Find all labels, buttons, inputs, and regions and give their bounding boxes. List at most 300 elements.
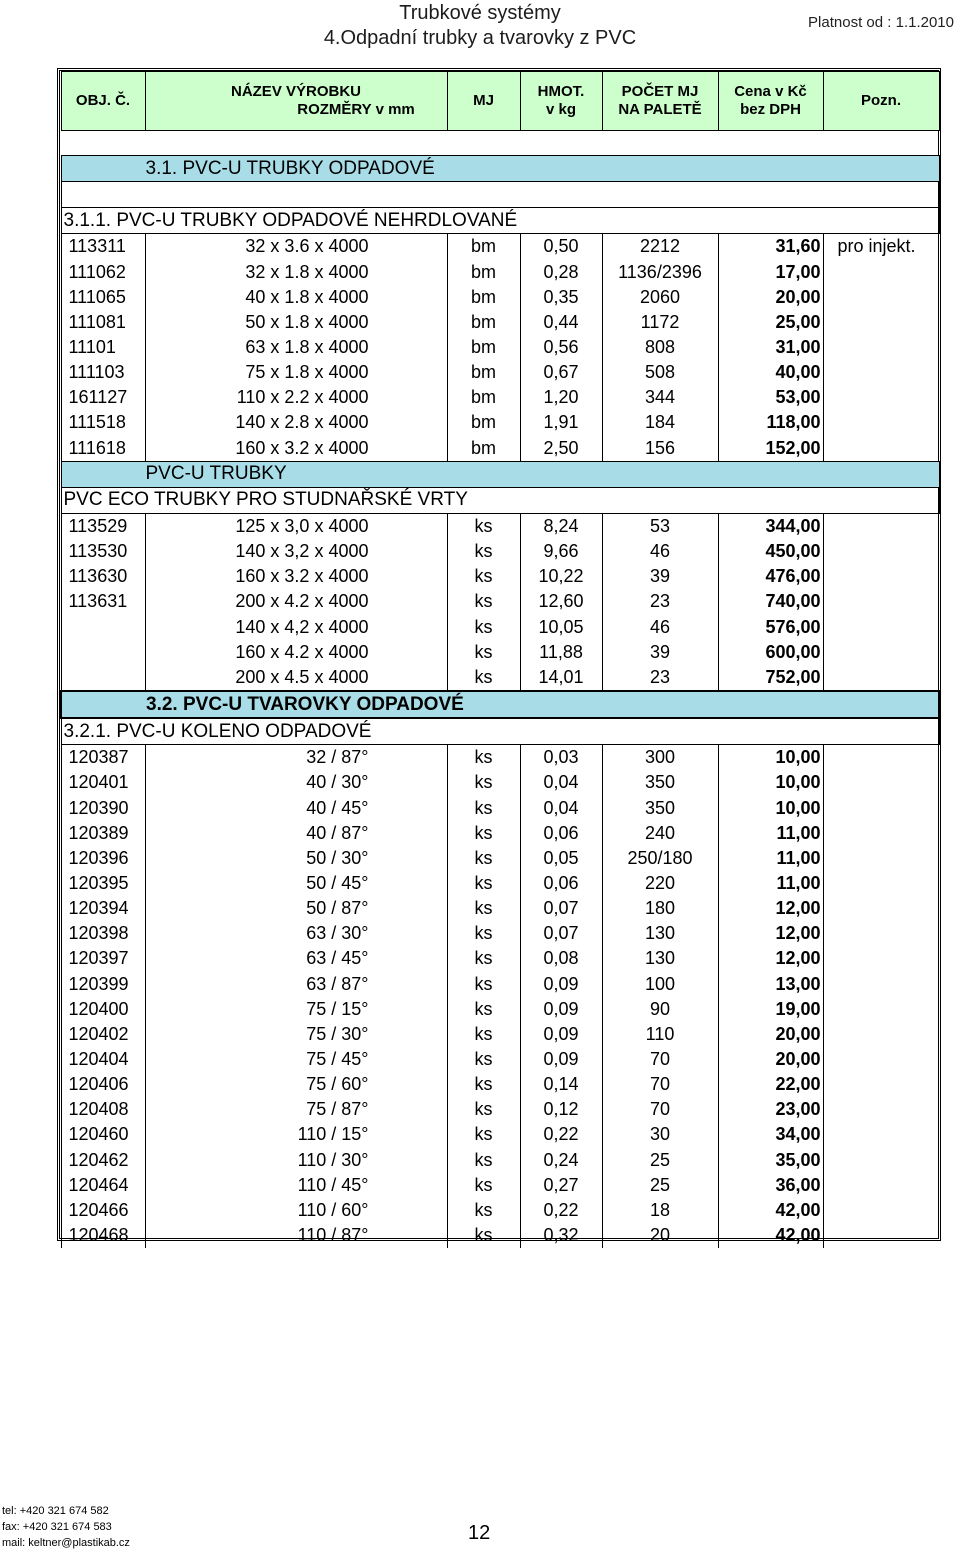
cell-price: 42,00 [718, 1223, 823, 1248]
cell-size: 110 / 15° [145, 1122, 447, 1147]
table-row [61, 921, 939, 946]
table-row [61, 615, 939, 640]
cell-pallet: 30 [602, 1122, 718, 1147]
cell-size: 140 x 2.8 x 4000 [145, 410, 447, 435]
cell-price: 11,00 [718, 821, 823, 846]
cell-price: 12,00 [718, 921, 823, 946]
cell-weight: 1,20 [520, 385, 602, 410]
cell-code: 113530 [61, 539, 145, 564]
cell-code: 120395 [61, 871, 145, 896]
cell-code [61, 640, 145, 665]
cell-weight: 0,04 [520, 796, 602, 821]
cell-code: 113630 [61, 564, 145, 589]
cell-mj: ks [447, 1072, 520, 1097]
table-row [61, 946, 939, 971]
cell-size: 110 x 2.2 x 4000 [145, 385, 447, 410]
cell-price: 20,00 [718, 285, 823, 310]
cell-note [823, 796, 939, 821]
cell-code: 161127 [61, 385, 145, 410]
cell-weight: 0,28 [520, 260, 602, 285]
cell-size: 40 / 87° [145, 821, 447, 846]
cell-pallet: 1136/2396 [602, 260, 718, 285]
cell-size: 125 x 3,0 x 4000 [145, 513, 447, 539]
cell-pallet: 18 [602, 1198, 718, 1223]
col-name-l1: NÁZEV VÝROBKU [230, 83, 361, 100]
cell-weight: 1,91 [520, 410, 602, 435]
cell-weight: 0,24 [520, 1147, 602, 1172]
cell-weight: 0,07 [520, 921, 602, 946]
table-row [61, 972, 939, 997]
cell-size: 110 / 45° [145, 1173, 447, 1198]
cell-note [823, 310, 939, 335]
cell-code: 120408 [61, 1097, 145, 1122]
cell-size: 110 / 87° [145, 1223, 447, 1248]
cell-pallet: 20 [602, 1223, 718, 1248]
cell-code: 120398 [61, 921, 145, 946]
cell-note [823, 1047, 939, 1072]
cell-note [823, 589, 939, 614]
cell-mj: bm [447, 410, 520, 435]
cell-size: 32 / 87° [145, 745, 447, 771]
cell-pallet: 39 [602, 640, 718, 665]
cell-size: 75 / 60° [145, 1072, 447, 1097]
cell-note [823, 1097, 939, 1122]
cell-code: 120400 [61, 997, 145, 1022]
cell-size: 160 x 3.2 x 4000 [145, 564, 447, 589]
cell-code: 120396 [61, 846, 145, 871]
cell-pallet: 130 [602, 946, 718, 971]
cell-code [61, 615, 145, 640]
table-row [61, 665, 939, 691]
table-row [61, 260, 939, 285]
col-weight [520, 72, 602, 131]
cell-price: 20,00 [718, 1047, 823, 1072]
section-header: PVC-U TRUBKY [61, 461, 939, 487]
cell-mj: ks [447, 539, 520, 564]
table-row [61, 770, 939, 795]
table-row [61, 896, 939, 921]
cell-weight: 0,05 [520, 846, 602, 871]
cell-note [823, 665, 939, 691]
cell-weight: 0,14 [520, 1072, 602, 1097]
cell-weight: 0,44 [520, 310, 602, 335]
cell-note [823, 1198, 939, 1223]
cell-size: 110 / 30° [145, 1147, 447, 1172]
cell-code: 113311 [61, 234, 145, 260]
cell-weight: 0,27 [520, 1173, 602, 1198]
cell-size: 32 x 1.8 x 4000 [145, 260, 447, 285]
price-table [60, 71, 940, 1248]
col-note: Pozn. [823, 72, 939, 131]
cell-size: 140 x 3,2 x 4000 [145, 539, 447, 564]
footer-fax: fax: +420 321 674 583 [2, 1521, 112, 1533]
cell-size: 63 / 45° [145, 946, 447, 971]
cell-note [823, 260, 939, 285]
cell-price: 13,00 [718, 972, 823, 997]
cell-size: 75 / 30° [145, 1022, 447, 1047]
cell-note [823, 436, 939, 462]
table-row [61, 234, 939, 260]
cell-price: 17,00 [718, 260, 823, 285]
table-row [61, 997, 939, 1022]
cell-mj: bm [447, 385, 520, 410]
cell-price: 740,00 [718, 589, 823, 614]
cell-note [823, 335, 939, 360]
table-row [61, 436, 939, 462]
cell-size: 40 / 45° [145, 796, 447, 821]
cell-pallet: 250/180 [602, 846, 718, 871]
cell-weight: 0,09 [520, 997, 602, 1022]
cell-pallet: 130 [602, 921, 718, 946]
cell-mj: ks [447, 564, 520, 589]
cell-mj: ks [447, 1122, 520, 1147]
cell-code: 120460 [61, 1122, 145, 1147]
cell-size: 50 x 1.8 x 4000 [145, 310, 447, 335]
cell-price: 152,00 [718, 436, 823, 462]
cell-code: 120387 [61, 745, 145, 771]
cell-weight: 0,09 [520, 1022, 602, 1047]
cell-code: 111618 [61, 436, 145, 462]
cell-mj: ks [447, 589, 520, 614]
table-row [61, 1223, 939, 1248]
cell-weight: 0,32 [520, 1223, 602, 1248]
cell-weight: 0,09 [520, 972, 602, 997]
cell-size: 50 / 45° [145, 871, 447, 896]
cell-code: 111062 [61, 260, 145, 285]
table-row [61, 821, 939, 846]
cell-code: 120462 [61, 1147, 145, 1172]
col-weight-l1: HMOT. [537, 83, 585, 100]
cell-price: 22,00 [718, 1072, 823, 1097]
col-pallet [602, 72, 718, 131]
cell-weight: 0,67 [520, 360, 602, 385]
table-row [61, 1022, 939, 1047]
cell-note [823, 871, 939, 896]
cell-price: 476,00 [718, 564, 823, 589]
cell-price: 10,00 [718, 770, 823, 795]
cell-size: 75 / 45° [145, 1047, 447, 1072]
cell-note [823, 1223, 939, 1248]
cell-weight: 8,24 [520, 513, 602, 539]
cell-pallet: 344 [602, 385, 718, 410]
col-name-l2: ROZMĚRY v mm [297, 101, 415, 118]
spacer-row [61, 131, 939, 156]
cell-pallet: 23 [602, 665, 718, 691]
table-row [61, 1198, 939, 1223]
section-header: 3.2. PVC-U TVAROVKY ODPADOVÉ [61, 691, 939, 718]
cell-note [823, 846, 939, 871]
table-row [61, 539, 939, 564]
cell-size: 63 / 30° [145, 921, 447, 946]
cell-size: 50 / 30° [145, 846, 447, 871]
cell-note [823, 1122, 939, 1147]
cell-pallet: 70 [602, 1072, 718, 1097]
cell-pallet: 53 [602, 513, 718, 539]
doc-title: Trubkové systémy [399, 2, 561, 24]
cell-price: 42,00 [718, 1198, 823, 1223]
cell-code: 111081 [61, 310, 145, 335]
cell-mj: bm [447, 436, 520, 462]
col-price [718, 72, 823, 131]
cell-note [823, 896, 939, 921]
col-price-l2: bez DPH [740, 101, 801, 118]
col-price-l1: Cena v Kč [734, 83, 807, 100]
cell-size: 32 x 3.6 x 4000 [145, 234, 447, 260]
table-row [61, 745, 939, 771]
cell-price: 11,00 [718, 871, 823, 896]
col-name [145, 72, 447, 131]
cell-mj: bm [447, 360, 520, 385]
cell-mj: ks [447, 1022, 520, 1047]
cell-pallet: 110 [602, 1022, 718, 1047]
cell-weight: 0,56 [520, 335, 602, 360]
cell-mj: ks [447, 921, 520, 946]
cell-pallet: 70 [602, 1047, 718, 1072]
table-row [61, 385, 939, 410]
table-row [61, 1147, 939, 1172]
cell-note [823, 946, 939, 971]
cell-pallet: 39 [602, 564, 718, 589]
cell-code: 111065 [61, 285, 145, 310]
cell-note [823, 640, 939, 665]
cell-pallet: 180 [602, 896, 718, 921]
subsection-header: 3.1.1. PVC-U TRUBKY ODPADOVÉ NEHRDLOVANÉ [61, 208, 939, 234]
cell-mj: ks [447, 513, 520, 539]
cell-weight: 0,09 [520, 1047, 602, 1072]
cell-price: 600,00 [718, 640, 823, 665]
cell-mj: ks [447, 972, 520, 997]
cell-mj: ks [447, 1047, 520, 1072]
col-code: OBJ. Č. [61, 72, 145, 131]
table-row [61, 846, 939, 871]
cell-note [823, 1147, 939, 1172]
cell-note [823, 972, 939, 997]
cell-price: 450,00 [718, 539, 823, 564]
cell-weight: 0,22 [520, 1122, 602, 1147]
cell-code: 120468 [61, 1223, 145, 1248]
cell-code: 113631 [61, 589, 145, 614]
cell-size: 200 x 4.5 x 4000 [145, 665, 447, 691]
cell-pallet: 350 [602, 796, 718, 821]
cell-mj: bm [447, 234, 520, 260]
cell-size: 75 / 87° [145, 1097, 447, 1122]
subsection-header: PVC ECO TRUBKY PRO STUDNAŘSKÉ VRTY [61, 487, 939, 513]
cell-weight: 14,01 [520, 665, 602, 691]
cell-weight: 0,07 [520, 896, 602, 921]
table-row [61, 513, 939, 539]
cell-note [823, 745, 939, 771]
cell-mj: bm [447, 285, 520, 310]
cell-mj: ks [447, 1147, 520, 1172]
cell-code: 11101 [61, 335, 145, 360]
cell-price: 34,00 [718, 1122, 823, 1147]
table-row [61, 796, 939, 821]
footer-contact [2, 1503, 130, 1551]
cell-note [823, 821, 939, 846]
cell-size: 110 / 60° [145, 1198, 447, 1223]
col-weight-l2: v kg [545, 101, 576, 118]
table-row [61, 310, 939, 335]
cell-code [61, 665, 145, 691]
cell-weight: 0,04 [520, 770, 602, 795]
cell-size: 40 / 30° [145, 770, 447, 795]
validity-date: Platnost od : 1.1.2010 [808, 14, 954, 31]
cell-code: 120394 [61, 896, 145, 921]
cell-weight: 11,88 [520, 640, 602, 665]
cell-note [823, 564, 939, 589]
cell-mj: bm [447, 260, 520, 285]
cell-price: 10,00 [718, 745, 823, 771]
cell-price: 40,00 [718, 360, 823, 385]
cell-price: 12,00 [718, 896, 823, 921]
cell-note: pro injekt. [823, 234, 939, 260]
cell-code: 120464 [61, 1173, 145, 1198]
cell-note [823, 997, 939, 1022]
table-row [61, 285, 939, 310]
cell-price: 53,00 [718, 385, 823, 410]
table-row [61, 564, 939, 589]
cell-mj: ks [447, 896, 520, 921]
cell-code: 120389 [61, 821, 145, 846]
cell-pallet: 25 [602, 1147, 718, 1172]
cell-note [823, 1072, 939, 1097]
cell-code: 120404 [61, 1047, 145, 1072]
col-mj: MJ [447, 72, 520, 131]
cell-note [823, 539, 939, 564]
cell-mj: ks [447, 796, 520, 821]
cell-code: 120390 [61, 796, 145, 821]
cell-price: 35,00 [718, 1147, 823, 1172]
cell-mj: ks [447, 871, 520, 896]
cell-mj: ks [447, 640, 520, 665]
cell-mj: ks [447, 665, 520, 691]
cell-mj: ks [447, 1173, 520, 1198]
cell-code: 113529 [61, 513, 145, 539]
cell-mj: ks [447, 770, 520, 795]
cell-pallet: 808 [602, 335, 718, 360]
blank-row [61, 182, 939, 208]
cell-size: 75 / 15° [145, 997, 447, 1022]
cell-pallet: 156 [602, 436, 718, 462]
cell-price: 25,00 [718, 310, 823, 335]
footer-tel: tel: +420 321 674 582 [2, 1505, 109, 1517]
cell-mj: ks [447, 846, 520, 871]
col-pallet-l2: NA PALETĚ [618, 101, 702, 118]
doc-subtitle: 4.Odpadní trubky a tvarovky z PVC [323, 27, 637, 49]
table-row [61, 1097, 939, 1122]
cell-note [823, 513, 939, 539]
cell-weight: 0,06 [520, 821, 602, 846]
cell-weight: 0,50 [520, 234, 602, 260]
cell-pallet: 508 [602, 360, 718, 385]
cell-pallet: 1172 [602, 310, 718, 335]
table-row [61, 640, 939, 665]
footer-mail: mail: keltner@plastikab.cz [2, 1537, 130, 1549]
cell-price: 344,00 [718, 513, 823, 539]
cell-note [823, 385, 939, 410]
cell-mj: ks [447, 1223, 520, 1248]
cell-pallet: 220 [602, 871, 718, 896]
cell-pallet: 2212 [602, 234, 718, 260]
cell-size: 75 x 1.8 x 4000 [145, 360, 447, 385]
cell-price: 118,00 [718, 410, 823, 435]
cell-pallet: 70 [602, 1097, 718, 1122]
cell-code: 120399 [61, 972, 145, 997]
cell-weight: 0,06 [520, 871, 602, 896]
cell-price: 23,00 [718, 1097, 823, 1122]
cell-pallet: 300 [602, 745, 718, 771]
table-row [61, 1173, 939, 1198]
cell-mj: bm [447, 335, 520, 360]
cell-pallet: 350 [602, 770, 718, 795]
cell-pallet: 23 [602, 589, 718, 614]
cell-note [823, 615, 939, 640]
cell-weight: 9,66 [520, 539, 602, 564]
cell-weight: 0,08 [520, 946, 602, 971]
cell-price: 11,00 [718, 846, 823, 871]
cell-weight: 10,05 [520, 615, 602, 640]
cell-pallet: 100 [602, 972, 718, 997]
cell-size: 200 x 4.2 x 4000 [145, 589, 447, 614]
cell-pallet: 240 [602, 821, 718, 846]
cell-size: 160 x 3.2 x 4000 [145, 436, 447, 462]
cell-mj: ks [447, 1097, 520, 1122]
cell-price: 31,00 [718, 335, 823, 360]
cell-pallet: 2060 [602, 285, 718, 310]
cell-note [823, 770, 939, 795]
cell-weight: 0,35 [520, 285, 602, 310]
cell-price: 31,60 [718, 234, 823, 260]
cell-code: 120406 [61, 1072, 145, 1097]
cell-size: 63 / 87° [145, 972, 447, 997]
cell-code: 120401 [61, 770, 145, 795]
cell-size: 50 / 87° [145, 896, 447, 921]
cell-note [823, 1173, 939, 1198]
table-row [61, 1047, 939, 1072]
cell-pallet: 46 [602, 539, 718, 564]
cell-price: 576,00 [718, 615, 823, 640]
table-row [61, 1072, 939, 1097]
cell-code: 120466 [61, 1198, 145, 1223]
cell-note [823, 921, 939, 946]
cell-pallet: 46 [602, 615, 718, 640]
cell-code: 111103 [61, 360, 145, 385]
cell-note [823, 360, 939, 385]
cell-note [823, 285, 939, 310]
cell-code: 111518 [61, 410, 145, 435]
cell-mj: ks [447, 946, 520, 971]
cell-pallet: 90 [602, 997, 718, 1022]
column-header-row [61, 72, 939, 131]
table-row [61, 871, 939, 896]
cell-weight: 12,60 [520, 589, 602, 614]
cell-weight: 2,50 [520, 436, 602, 462]
cell-size: 63 x 1.8 x 4000 [145, 335, 447, 360]
cell-price: 752,00 [718, 665, 823, 691]
cell-weight: 0,22 [520, 1198, 602, 1223]
cell-mj: ks [447, 1198, 520, 1223]
table-row [61, 1122, 939, 1147]
cell-weight: 10,22 [520, 564, 602, 589]
cell-price: 36,00 [718, 1173, 823, 1198]
table-row [61, 589, 939, 614]
page-number: 12 [468, 1522, 491, 1544]
cell-mj: ks [447, 745, 520, 771]
cell-note [823, 410, 939, 435]
table-row [61, 410, 939, 435]
cell-mj: ks [447, 997, 520, 1022]
table-row [61, 335, 939, 360]
